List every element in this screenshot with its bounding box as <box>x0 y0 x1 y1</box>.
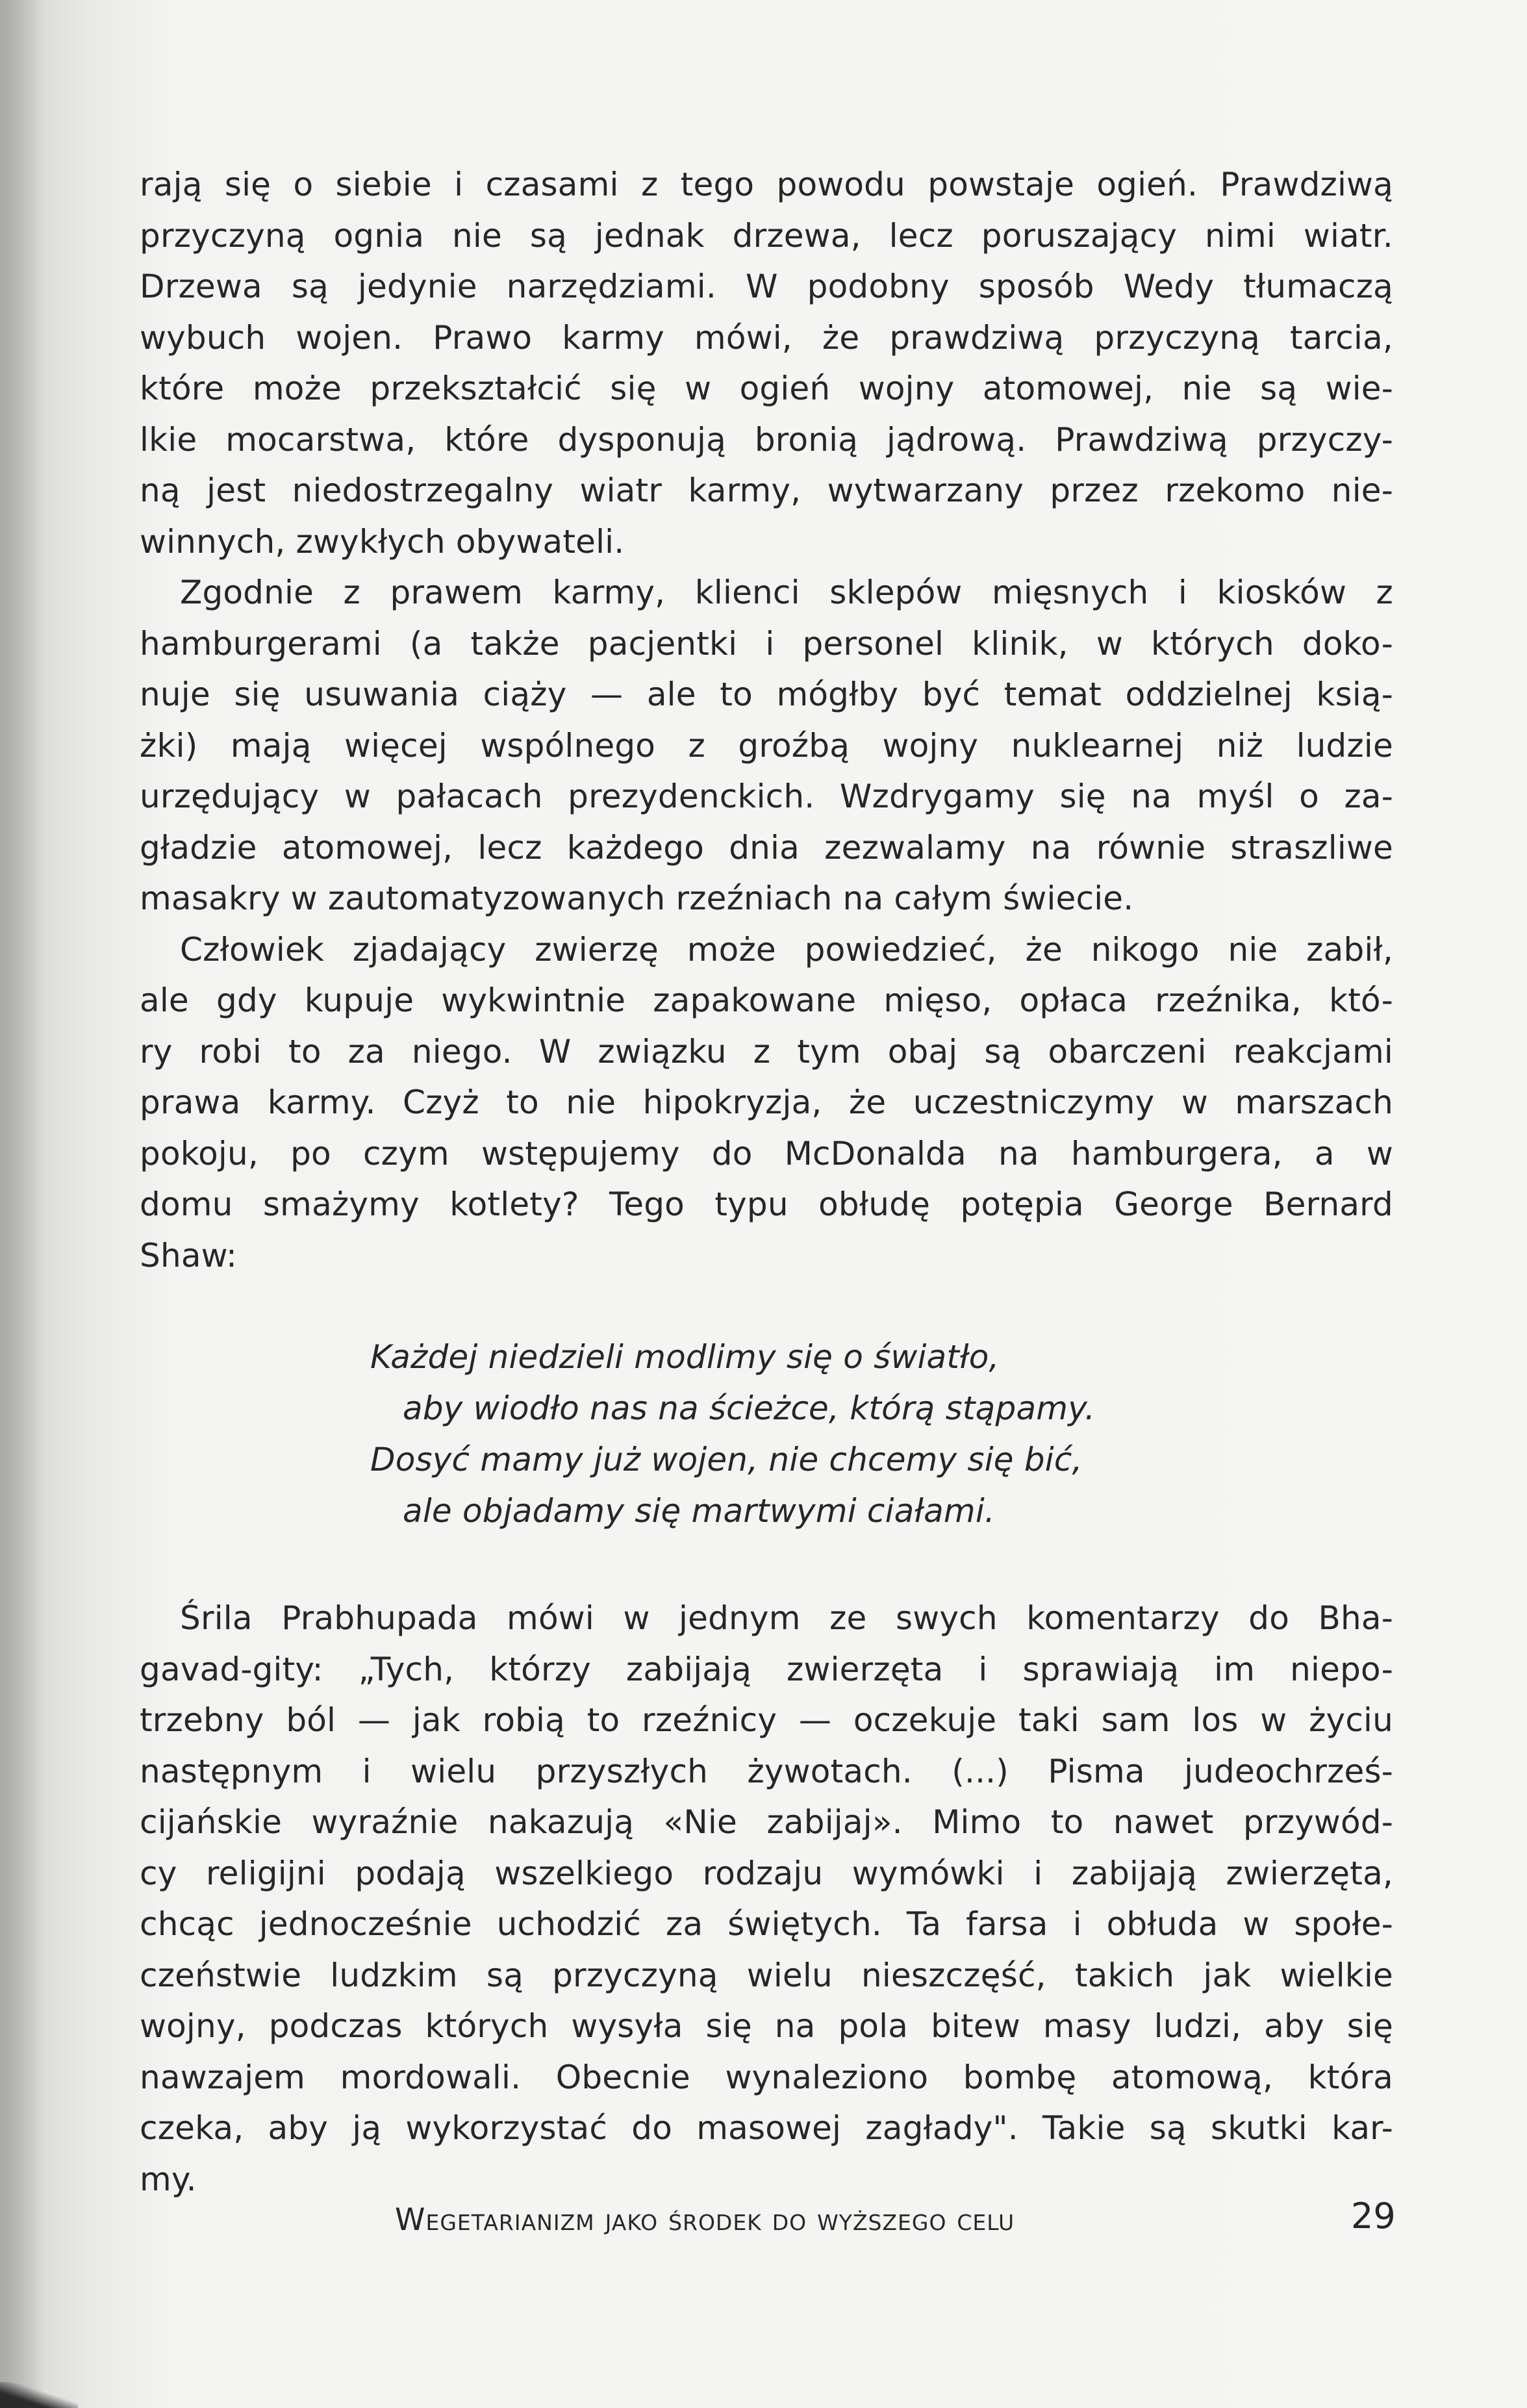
paragraph-3 <box>140 924 1393 1282</box>
poem-quote <box>140 1332 1393 1537</box>
text-line: gavad-gity: „Tych, którzy zabijają zwierzęta i sprawiają im niepo- <box>140 1650 1393 1688</box>
text-line: Shaw: <box>140 1236 238 1274</box>
quote-line: ale objadamy się martwymi ciałami. <box>403 1492 996 1530</box>
text-line: lkie mocarstwa, które dysponują bronią jądrową. Prawdziwą przyczy- <box>140 420 1393 459</box>
text-line: żki) mają więcej wspólnego z groźbą wojny nuklearnej niż ludzie <box>140 726 1393 765</box>
text-line: cy religijni podają wszelkiego rodzaju wymówki i zabijają zwierzęta, <box>140 1854 1393 1892</box>
text-line: gładzie atomowej, lecz każdego dnia zezwalamy na równie straszliwe <box>140 828 1393 867</box>
text-line: czeka, aby ją wykorzystać do masowej zagłady". Takie są skutki kar- <box>140 2109 1393 2147</box>
text-line: chcąc jednocześnie uchodzić za świętych. Ta farsa i obłuda w społe- <box>140 1905 1393 1943</box>
text-line: nawzajem mordowali. Obecnie wynaleziono bombę atomową, która <box>140 2058 1393 2096</box>
body-text <box>140 159 1393 2205</box>
text-line: masakry w zautomatyzowanych rzeźniach na całym świecie. <box>140 880 1134 917</box>
paragraph-1 <box>140 159 1393 567</box>
text-line: hamburgerami (a także pacjentki i personel klinik, w których doko- <box>140 624 1393 663</box>
corner-mark <box>0 2382 78 2408</box>
text-line: następnym i wielu przyszłych żywotach. (...) Pisma judeochrześ- <box>140 1752 1393 1790</box>
paragraph-4 <box>140 1593 1393 2205</box>
text-line: urzędujący w pałacach prezydenckich. Wzdrygamy się na myśl o za- <box>140 778 1393 815</box>
text-line: winnych, zwykłych obywateli. <box>140 522 625 561</box>
text-line: cijańskie wyraźnie nakazują «Nie zabijaj». Mimo to nawet przywód- <box>140 1803 1393 1841</box>
text-line: ną jest niedostrzegalny wiatr karmy, wytwarzany przez rzekomo nie- <box>140 472 1393 509</box>
text-line: Zgodnie z prawem karmy, klienci sklepów mięsnych i kiosków z <box>180 574 1393 611</box>
page-number: 29 <box>1351 2196 1396 2237</box>
paragraph-2 <box>140 567 1393 924</box>
text-line: Drzewa są jedynie narzędziami. W podobny sposób Wedy tłumaczą <box>140 268 1393 305</box>
spine-shadow <box>0 0 45 2408</box>
text-line: pokoju, po czym wstępujemy do McDonalda na hamburgera, a w <box>140 1134 1393 1172</box>
text-line: czeństwie ludzkim są przyczyną wielu nieszczęść, takich jak wielkie <box>140 1956 1393 1994</box>
running-footer-title: Wegetarianizm jako środek do wyższego celu <box>395 2202 1015 2238</box>
text-line: przyczyną ognia nie są jednak drzewa, lecz poruszający nimi wiatr. <box>140 216 1393 255</box>
text-line: ry robi to za niego. W związku z tym obaj są obarczeni reakcjami <box>140 1032 1393 1071</box>
text-line: prawa karmy. Czyż to nie hipokryzja, że uczestniczymy w marszach <box>140 1084 1393 1121</box>
text-line: trzebny ból — jak robią to rzeźnicy — oczekuje taki sam los w życiu <box>140 1701 1393 1739</box>
text-line: domu smażymy kotlety? Tego typu obłudę potępia George Bernard <box>140 1185 1393 1223</box>
text-line: my. <box>140 2160 197 2198</box>
text-line: wybuch wojen. Prawo karmy mówi, że prawdziwą przyczyną tarcia, <box>140 318 1393 357</box>
text-line: wojny, podczas których wysyła się na pola bitew masy ludzi, aby się <box>140 2007 1393 2045</box>
quote-line: Każdej niedzieli modlimy się o światło, <box>370 1338 1000 1376</box>
text-line: nuje się usuwania ciąży — ale to mógłby być temat oddzielnej ksią- <box>140 676 1393 713</box>
text-line: ale gdy kupuje wykwintnie zapakowane mięso, opłaca rzeźnika, któ- <box>140 982 1393 1019</box>
quote-line: Dosyć mamy już wojen, nie chcemy się bić, <box>370 1441 1083 1478</box>
text-line: które może przekształcić się w ogień wojny atomowej, nie są wie- <box>140 370 1393 407</box>
quote-line: aby wiodło nas na ścieżce, którą stąpamy. <box>403 1389 1096 1427</box>
text-line: Człowiek zjadający zwierzę może powiedzieć, że nikogo nie zabił, <box>180 930 1393 969</box>
text-line: rają się o siebie i czasami z tego powodu powstaje ogień. Prawdziwą <box>140 166 1393 203</box>
text-line: Śrila Prabhupada mówi w jednym ze swych komentarzy do Bha- <box>180 1599 1393 1637</box>
